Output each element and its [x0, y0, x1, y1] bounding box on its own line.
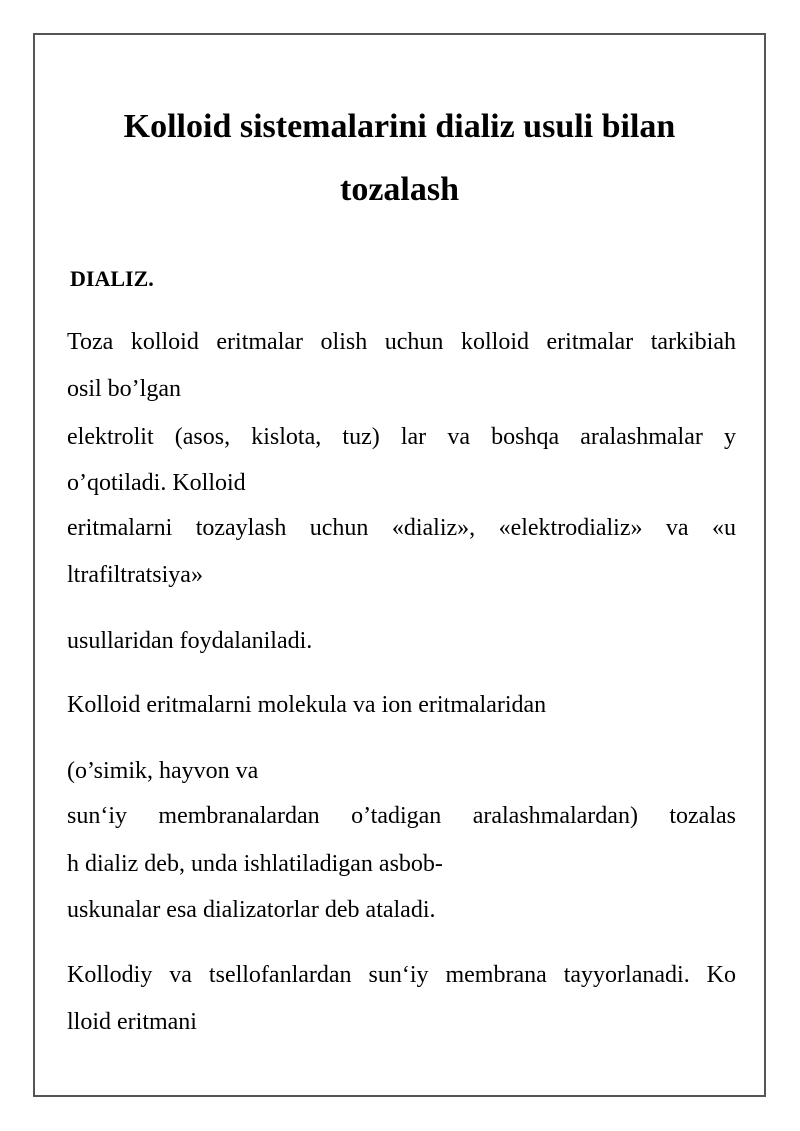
- paragraph-line-9: (o’simik, hayvon va: [67, 758, 259, 784]
- document-title-line-2: tozalash: [340, 171, 459, 208]
- section-heading: DIALIZ.: [70, 266, 154, 291]
- paragraph-line-14: lloid eritmani: [67, 1009, 197, 1035]
- paragraph-line-13: Kollodiy va tsellofanlardan sun‘iy membrana tayyorlanadi. Ko: [67, 962, 736, 988]
- paragraph-line-5: eritmalarni tozaylash uchun «dializ», «elektrodializ» va «u: [67, 515, 736, 541]
- paragraph-line-10: sun‘iy membranalardan o’tadigan aralashmalardan) tozalas: [67, 803, 736, 829]
- paragraph-line-3: elektrolit (asos, kislota, tuz) lar va boshqa aralashmalar y: [67, 424, 736, 450]
- paragraph-line-12: uskunalar esa dializatorlar deb ataladi.: [67, 897, 436, 923]
- paragraph-line-6: ltrafiltratsiya»: [67, 562, 203, 588]
- paragraph-line-1: Toza kolloid eritmalar olish uchun kolloid eritmalar tarkibiah: [67, 329, 736, 355]
- paragraph-line-11: h dializ deb, unda ishlatiladigan asbob-: [67, 851, 443, 877]
- paragraph-line-2: osil bo’lgan: [67, 376, 181, 402]
- paragraph-line-4: o’qotiladi. Kolloid: [67, 470, 246, 496]
- document-title-line-1: Kolloid sistemalarini dializ usuli bilan: [123, 108, 676, 145]
- paragraph-line-8: Kolloid eritmalarni molekula va ion eritmalaridan: [67, 692, 547, 718]
- paragraph-line-7: usullaridan foydalaniladi.: [67, 628, 313, 654]
